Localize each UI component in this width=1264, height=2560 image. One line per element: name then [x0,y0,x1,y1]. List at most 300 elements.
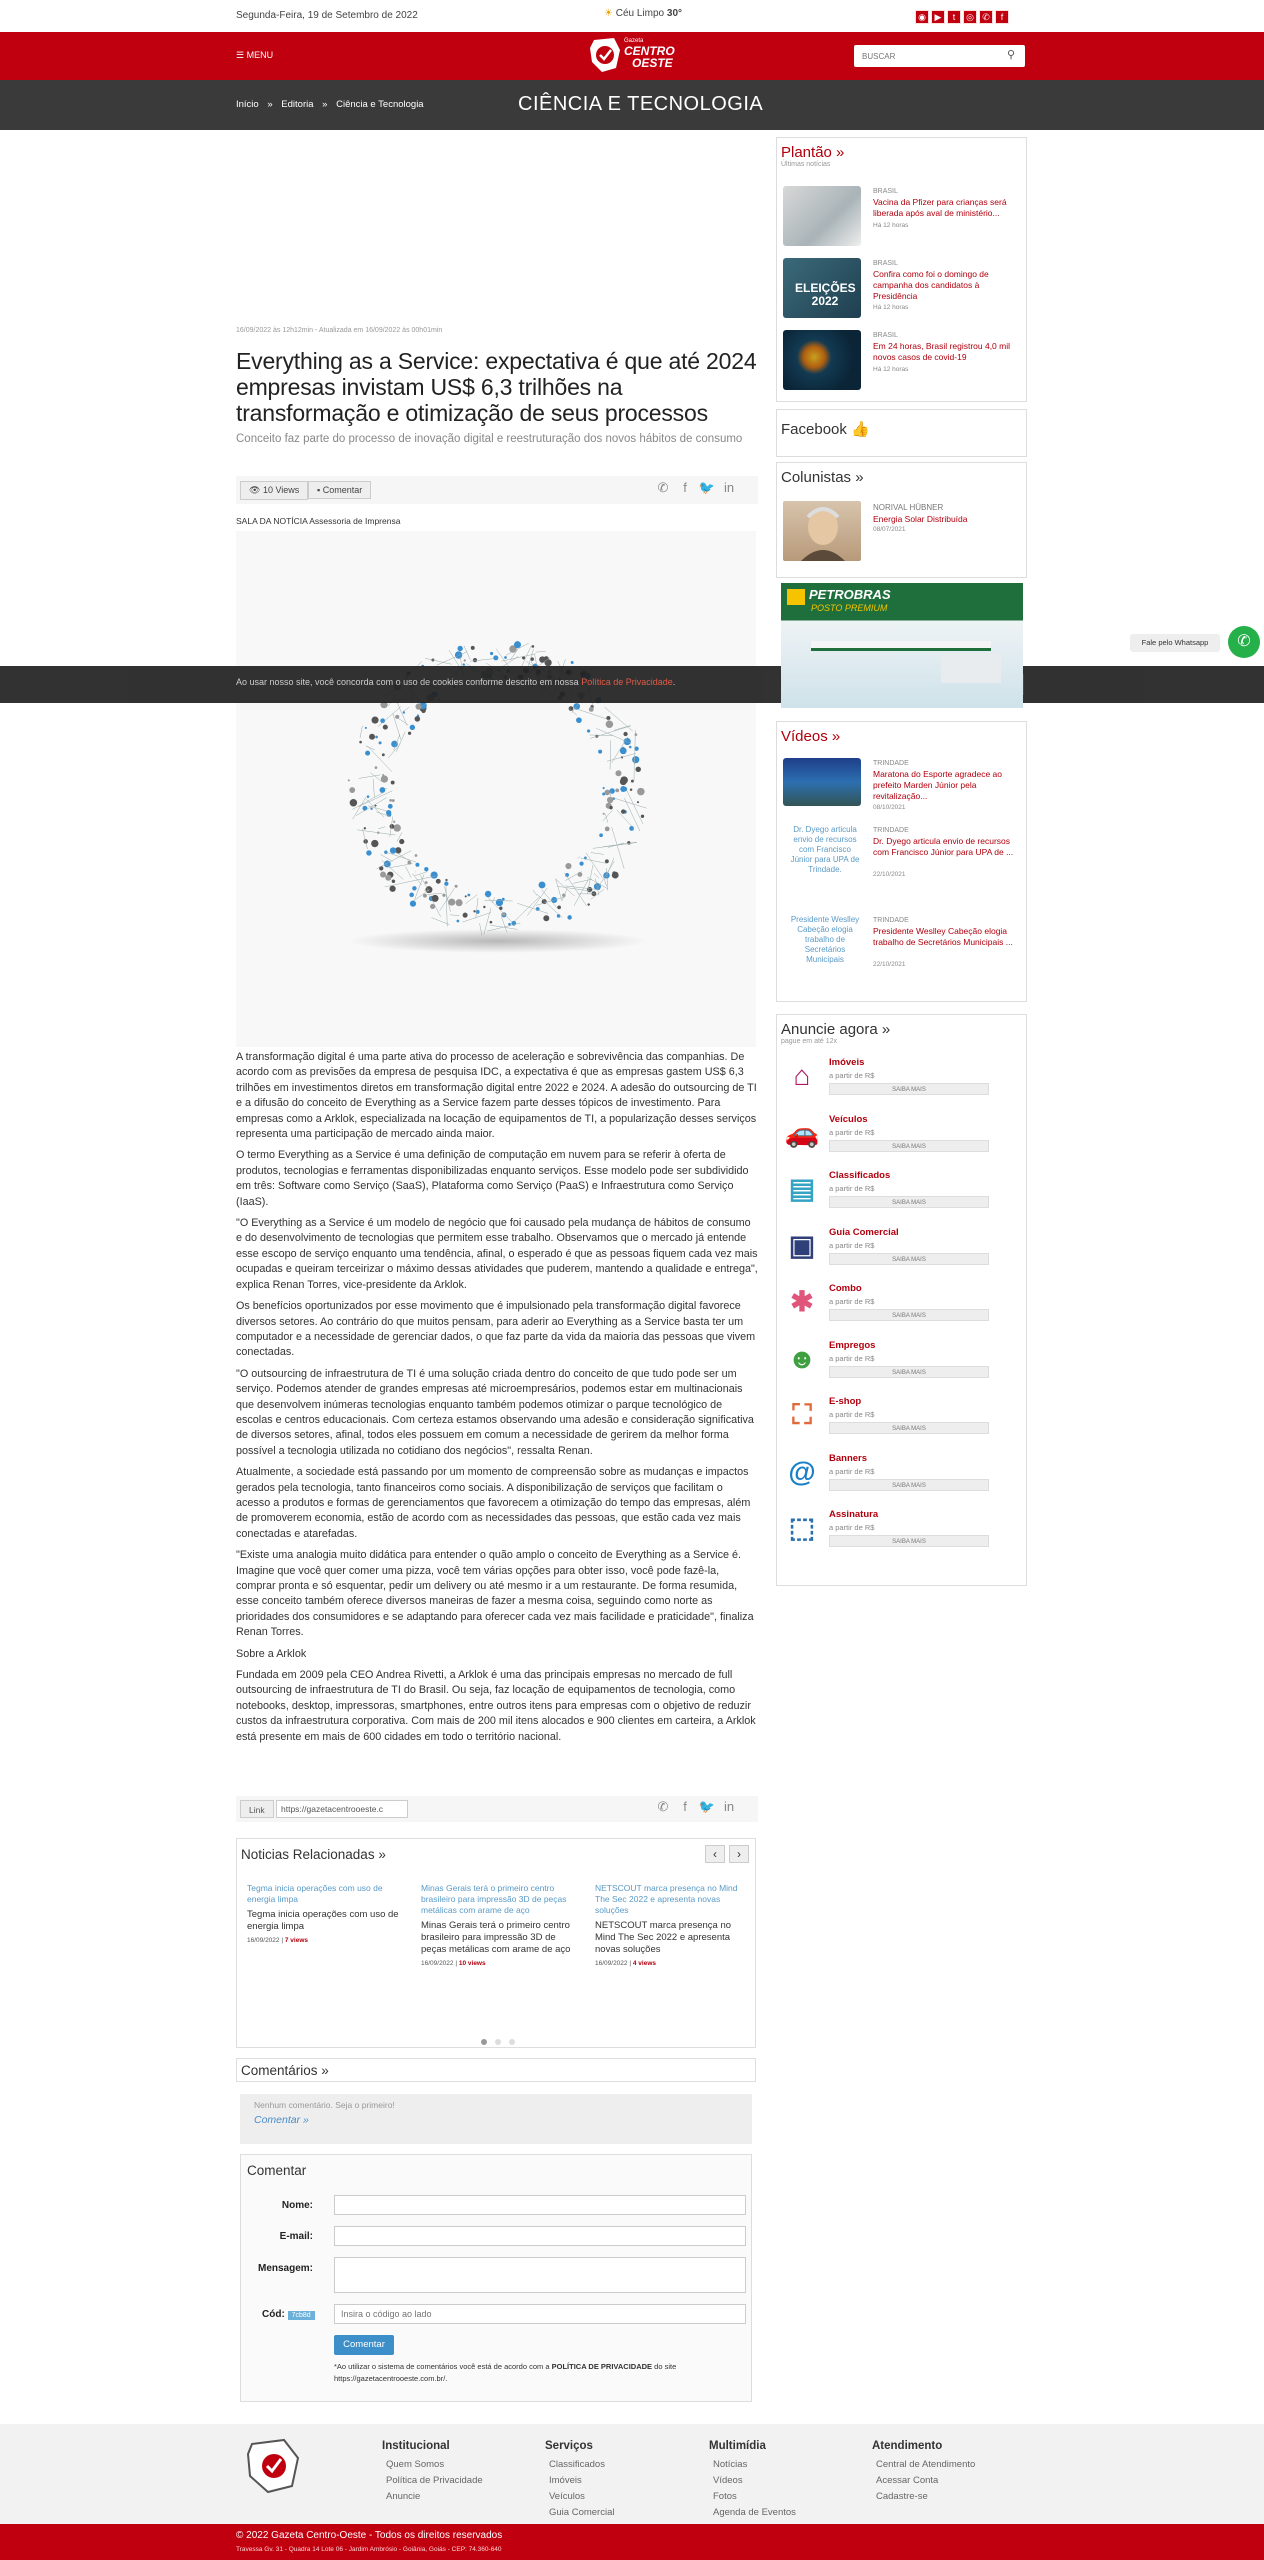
comment-form-title: Comentar [247,2163,307,2178]
network-node [384,861,391,868]
network-link [574,879,588,905]
video-item[interactable] [783,825,1019,890]
comment-button[interactable] [308,481,371,499]
whatsapp-float-button[interactable] [1228,626,1260,658]
network-node [579,862,583,866]
network-node [532,645,535,648]
network-node [631,780,634,783]
network-node [403,711,405,713]
video-category: TRINDADE [873,827,909,834]
video-item[interactable] [783,758,1019,823]
network-link [370,772,381,781]
article-paragraph: "Existe uma analogia muito didática para entender o quão amplo o conceito de Everything as a Service é. Imagine que você quer comer uma pizza, você tem várias opções para obter isso, você pode fazê-la, comprar pronta e só esquentar, pedir um delivery ou até mesmo ir a um restaurante. De forma resumida, esse conceito também oferece diversos maneiras de fazer a mesma coisa, seguindo como norte as prioridades dos consumidores e se adaptando para oferecer cada vez mais facilidade e praticidade", finaliza Renan Torres. [236,1549,754,1639]
network-link [414,889,430,900]
footer-col-title: Serviços [545,2440,593,2452]
share-whatsapp-icon[interactable]: ✆ [657,480,669,495]
network-node [372,717,379,724]
network-node [348,779,350,781]
network-link [396,717,408,725]
video-image-alt: Presidente Weslley Cabeção elogia trabalho de Secretários Municipais [790,915,860,964]
anuncie-sub: pague em até 12x [781,1038,838,1045]
footer-link[interactable]: Agenda de Eventos [713,2507,796,2518]
network-link [586,853,603,878]
saiba-mais-button[interactable]: SAIBA MAIS [829,1309,989,1321]
share-twitter-icon[interactable]: 🐦 [698,1799,716,1814]
network-node [612,872,619,879]
network-node [457,920,460,923]
footer-col-multimidia [709,2440,859,2523]
footer-link[interactable]: Imóveis [549,2475,582,2486]
ad-category-title: Classificados [829,1170,891,1181]
article-source [236,516,400,526]
network-link [380,854,392,861]
saiba-mais-button[interactable]: SAIBA MAIS [829,1535,989,1547]
network-link [385,788,387,789]
network-node [444,882,448,886]
whatsapp-icon: ✆ [1237,633,1251,650]
cookie-banner [0,666,1264,703]
main-nav-bar [0,32,1264,80]
network-node [603,813,605,815]
network-node [380,872,386,878]
network-node [471,646,475,650]
plantao-item[interactable] [783,258,1019,323]
views-text: 10 Views [262,485,300,495]
network-node [615,770,621,776]
network-link [517,903,548,913]
network-node [456,899,463,906]
video-title: Maratona do Esporte agradece ao prefeito Marden Júnior pela revitalização... [873,769,1003,801]
network-link [360,726,362,738]
share-facebook-icon[interactable]: f [683,480,687,495]
network-link [578,857,581,859]
terms-link[interactable]: POLÍTICA DE PRIVACIDADE [551,2362,653,2371]
network-node [467,894,470,897]
network-node [571,661,574,664]
footer-link[interactable]: Quem Somos [386,2459,445,2470]
news-category: BRASIL [873,260,898,267]
section-bar [0,80,1264,130]
network-node [543,915,549,921]
network-node [636,767,641,772]
related-next-button[interactable] [729,1845,749,1863]
saiba-mais-button[interactable]: SAIBA MAIS [829,1253,989,1265]
station-building [941,653,1001,683]
station-canopy [811,641,991,651]
network-node [609,806,613,810]
comment-btn-label: Comentar [322,485,363,495]
logo-line-2: OESTE [632,56,673,70]
video-category: TRINDADE [873,917,909,924]
columnist-avatar [783,501,861,561]
related-news [236,1838,756,2048]
saiba-mais-button[interactable]: SAIBA MAIS [829,1083,989,1095]
network-link [425,658,451,664]
network-node [637,801,639,803]
ad-category-title: Empregos [829,1339,876,1351]
share-icons-bottom [650,1799,738,1817]
message-field[interactable] [334,2257,746,2293]
network-node [385,875,391,881]
saiba-mais-button[interactable]: SAIBA MAIS [829,1196,989,1208]
network-node [366,850,371,855]
network-node [423,894,427,898]
vaccine-thumb [783,186,861,246]
ad-category-title: E-shop [829,1396,862,1407]
share-linkedin-icon[interactable]: in [723,1799,735,1814]
related-item-title: NETSCOUT marca presença no Mind The Sec 2022 e apresenta novas soluções [595,1920,732,1955]
terms-prefix: *Ao utilizar o sistema de comentários você está de acordo com a [334,2362,550,2371]
video-date: 22/10/2021 [873,871,906,878]
ad-category-row[interactable] [783,1394,1015,1449]
related-item[interactable]: NETSCOUT marca presença no Mind The Sec 2022 e apresenta novas soluções NETSCOUT marca presença no Mind The Sec 2022 e apresenta novas soluções 16/09/2022 | 4 views [595,1883,747,1967]
network-node [623,732,627,736]
whatsapp-label[interactable]: Fale pelo Whatsapp [1130,634,1220,652]
link-share-bar [236,1796,758,1822]
comment-submit-button[interactable]: Comentar [334,2335,394,2355]
network-node [410,725,415,730]
article-body [236,1050,758,1751]
logo-line-1: CENTRO [624,44,675,58]
related-image-alt: NETSCOUT marca presença no Mind The Sec 2022 e apresenta novas soluções [595,1883,738,1915]
article-paragraph: "O outsourcing de infraestrutura de TI é uma solução criada dentro do conceito de que tudo pode ser um serviço. Podemos atender de grandes empresas até microempresários, podemos estar em multinacionais que desenvolvem inúmeras tecnologias enquanto também podemos otimizar o parque tecnológico de escolas e centros educacionais. Com certeza estamos observando uma adesão e consideração significativa de diversos setores, afinal, todos eles possuem em comum a necessidade de gerirem da melhor forma possível a tecnologia utilizada no cotidiano dos negócios", ressalta Renan. [236,1367,754,1457]
breadcrumb-home[interactable]: Início [236,99,259,110]
network-node [615,788,619,792]
search-icon[interactable]: ⚲ [1007,49,1016,61]
network-link [603,842,637,847]
ad-category-price: a partir de R$ [829,1353,875,1363]
video-title: Presidente Weslley Cabeção elogia trabalho de Secretários Municipais ... [873,926,1013,947]
ad-category-price: a partir de R$ [829,1523,875,1532]
network-node [382,753,385,756]
source-sub: Assessoria de Imprensa [309,516,401,526]
cookie-text: Ao usar nosso site, você concorda com o uso de cookies conforme descrito em nossa [236,677,579,687]
article-image [236,531,756,1047]
breadcrumb-section[interactable]: Ciência e Tecnologia [336,99,424,110]
comments-empty [240,2094,752,2144]
network-node [599,833,603,837]
network-link [357,830,395,835]
network-node [630,788,632,790]
network-node [455,651,462,658]
related-item[interactable]: Tegma inicia operações com uso de energia limpa Tegma inicia operações com uso de energia limpa 16/09/2022 | 7 views [247,1883,407,1944]
article-paragraph: Fundada em 2009 pela CEO Andrea Rivetti, a Arklok é uma das principais empresas no mercado de full outsourcing de infraestrutura de TI do Brasil. Ou seja, faz locação de equipamentos de tecnologia, como notebooks, desktop, impressoras, smartphones, entre outros itens para empresas com o objetivo de reduzir custos da infraestrutura corporativa. Com mais de 200 mil itens alocados e 900 clientes em carteira, a Arklok está presente em mais de 600 cidades em todo o território nacional. [236,1669,756,1743]
email-field[interactable] [334,2226,746,2246]
network-ring-graphic [236,531,756,1047]
saiba-mais-button[interactable]: SAIBA MAIS [829,1422,989,1434]
news-time: Há 12 horas [873,304,909,311]
footer-link[interactable]: Anuncie [386,2491,421,2502]
network-node [424,867,428,871]
comments-title: Comentários » [241,2063,329,2078]
network-link [466,895,478,904]
network-node [436,879,441,884]
footer-col-title: Atendimento [872,2440,943,2452]
network-link [607,753,636,761]
network-link [450,915,460,916]
footer-link[interactable]: Fotos [713,2491,737,2502]
facebook-widget [776,409,1027,457]
breadcrumb-editoria[interactable]: Editoria [281,99,314,110]
network-node [603,787,605,789]
code-label-wrap [262,2309,315,2320]
footer-link[interactable]: Cadastre-se [876,2491,928,2502]
network-node [392,799,395,802]
ad-category-title: Guia Comercial [829,1226,899,1238]
thumbs-up-icon: 👍 [851,421,870,438]
related-item[interactable]: Minas Gerais terá o primeiro centro brasileiro para impressão 3D de peças metálicas com arame de aço Minas Gerais terá o primeiro centro brasileiro para impressão 3D de peças metálicas com arame de aço 16/09/2022 | 10 views [421,1883,581,1967]
network-node [605,859,609,863]
ad-category-row[interactable] [783,1055,1015,1110]
network-node [410,901,416,907]
network-node [388,804,393,809]
saiba-mais-button[interactable]: SAIBA MAIS [829,1140,989,1152]
saiba-mais-button[interactable]: SAIBA MAIS [829,1479,989,1491]
plantao-item[interactable] [783,186,1019,251]
ad-category-price: a partir de R$ [829,1466,875,1476]
network-node [393,821,395,823]
network-link [363,829,368,849]
ad-category-row[interactable] [783,1225,1015,1280]
network-link [373,779,374,797]
video-thumb [783,758,861,806]
weather-text: Céu Limpo [615,8,665,19]
facebook-title: Facebook [781,421,847,438]
hamburger-icon: ☰ [236,50,245,60]
br-logo-icon [787,589,805,605]
network-link [573,879,592,883]
ad-category-title: Imóveis [829,1057,865,1068]
network-node [587,903,589,905]
plantao-title[interactable]: Plantão » [781,144,845,161]
carousel-dots [477,2033,519,2048]
network-link [607,868,608,890]
plantao-sub: Últimas notícias [781,161,831,168]
footer-col-title: Multimídia [709,2440,766,2452]
network-node [584,856,587,859]
comments-cta-link[interactable]: Comentar » [254,2114,309,2126]
share-facebook-icon[interactable]: f [683,1799,687,1814]
network-node [632,756,639,763]
copyright: © 2022 Gazeta Centro-Oeste - Todos os direitos reservados [236,2530,503,2541]
ad-category-row[interactable] [783,1168,1015,1223]
columnist-photo[interactable] [783,501,861,561]
network-node [605,826,610,831]
network-node [604,790,610,796]
network-node [465,895,467,897]
ad-category-row[interactable] [783,1112,1015,1167]
network-node [383,725,388,730]
videos-title[interactable]: Vídeos » [781,728,841,745]
plantao-item[interactable] [783,330,1019,395]
news-category: BRASIL [873,332,898,339]
thumb-text: ELEIÇÕES 2022 [795,281,856,308]
menu-button[interactable] [236,50,273,61]
eye-icon: 👁 [249,485,261,495]
network-link [403,707,409,711]
network-node [539,881,546,888]
menu-label: MENU [246,50,274,60]
petrobras-ad[interactable] [781,583,1023,708]
terms-suffix: do site https://gazetacentrooeste.com.br/. [334,2362,677,2383]
footer-link[interactable]: Acessar Conta [876,2475,939,2486]
chevron-left-icon: ‹ [713,1847,717,1861]
footer-link[interactable]: Política de Privacidade [386,2475,483,2486]
saiba-mais-button[interactable]: SAIBA MAIS [829,1366,989,1378]
video-item[interactable] [783,915,1019,980]
network-node [565,863,571,869]
ad-category-row[interactable] [783,1451,1015,1506]
footer-link[interactable]: Vídeos [713,2475,743,2486]
share-linkedin-icon[interactable]: in [723,480,735,495]
captcha-input[interactable] [334,2304,746,2324]
related-item-title: Minas Gerais terá o primeiro centro brasileiro para impressão 3D de peças metálicas com arame de aço [421,1920,571,1955]
footer-link[interactable]: Veículos [549,2491,585,2502]
network-node [508,923,511,926]
article-paragraph: Sobre a Arklok [236,1647,307,1660]
network-node [463,913,468,918]
network-link [427,893,442,894]
ad-category-price: a partir de R$ [829,1071,875,1080]
news-time: Há 12 horas [873,366,909,373]
ad-category-title: Combo [829,1283,862,1294]
colunistas-widget [776,462,1027,578]
network-node [365,727,367,729]
footer-link[interactable]: Central de Atendimento [876,2459,976,2470]
instagram-icon[interactable]: ◎ [963,10,977,24]
source-name: SALA DA NOTÍCIA [236,516,308,526]
chevron-right-icon: › [737,1847,741,1861]
share-twitter-icon[interactable]: 🐦 [698,480,716,495]
network-node [408,732,411,735]
network-link [437,652,468,666]
network-node [620,776,627,783]
network-node [431,871,438,878]
ad-category-title: Banners [829,1452,868,1464]
network-node [415,716,421,722]
share-whatsapp-icon[interactable]: ✆ [657,1799,669,1814]
network-node [370,808,372,810]
breadcrumb-sep: » [267,99,273,110]
ad-category-row[interactable] [783,1338,1015,1393]
video-category: TRINDADE [873,760,909,767]
article-paragraph: A transformação digital é uma parte ativa do processo de aceleração e sobrevivência das companhias. De acordo com as previsões da empresa de pesquisa IDC, a expectativa é que as empresas gastem US$ 6,3 trilhões em investimentos diretos em transformação digital entre 2022 e 2024. A adesão do outsourcing de TI e a difusão do conceito de Everything as a Service fazem parte desses tópicos de investimento. Para empresas como a Arklok, especializada na locação de equipamentos de TI, a popularização desses serviços representa uma participação de mercado ainda maior. [236,1051,757,1141]
twitter-icon[interactable]: t [947,10,961,24]
related-item-date: 16/09/2022 [421,1960,454,1967]
car-icon: 🚗 [784,1116,820,1148]
at-icon: @ [788,1455,816,1487]
search-input[interactable] [854,45,1002,67]
related-title: Noticias Relacionadas » [241,1847,386,1862]
footer-logo-icon[interactable] [244,2436,302,2494]
network-link [581,858,608,863]
ad-category-row[interactable] [783,1281,1015,1336]
columnist-article[interactable]: Energia Solar Distribuída [873,514,968,524]
network-node [390,847,396,853]
network-node [375,766,378,769]
ad-category-title: Veículos [829,1113,868,1125]
footer-col-atendimento [872,2440,1022,2507]
ad-category-row[interactable] [783,1507,1015,1562]
footer-link[interactable]: Guia Comercial [549,2507,615,2518]
network-node [365,751,370,756]
email-label: E-mail: [279,2231,313,2242]
facebook-icon[interactable]: f [995,10,1009,24]
youtube-icon[interactable]: ▶ [931,10,945,24]
section-title: CIÊNCIA E TECNOLOGIA [518,93,764,115]
network-node [399,839,404,844]
video-image-alt: Dr. Dyego articula envio de recursos com Francisco Júnior para UPA de Trindade. [790,825,860,874]
related-prev-button[interactable] [705,1845,725,1863]
captcha-code: 7cb8d [288,2311,315,2320]
network-node [576,717,582,723]
rss-icon[interactable]: ◉ [915,10,929,24]
footer-link[interactable]: Classificados [549,2459,605,2470]
logo-map-icon [588,36,622,74]
network-node [390,824,395,829]
covid-thumb [783,330,861,390]
network-node [371,840,378,847]
network-node [445,879,447,881]
network-link [414,872,427,876]
name-field[interactable] [334,2195,746,2215]
related-item-date: 16/09/2022 [247,1937,280,1944]
site-logo[interactable] [588,36,684,74]
anuncie-title[interactable]: Anuncie agora » [781,1021,891,1038]
footer-bottom-bar [0,2524,1264,2560]
footer-link[interactable]: Notícias [713,2459,748,2470]
network-node [415,703,421,709]
guide-icon: ▣ [788,1229,816,1261]
network-node [637,788,645,796]
cookie-policy-link[interactable]: Política de Privacidade [581,677,673,687]
network-node [379,866,383,870]
breadcrumb [236,99,424,110]
footer-col-servicos [545,2440,695,2523]
weather-temp: 30° [666,8,683,19]
network-node [609,788,614,793]
link-input[interactable] [276,1800,408,1818]
colunistas-title[interactable]: Colunistas » [781,469,864,486]
footer-address: Travessa Gv. 31 - Quadra 14 Lote 06 - Jardim Ambrósio - Goiânia, Goiás - CEP: 74.360-640 [236,2546,502,2553]
network-node [455,885,458,888]
network-node [415,863,419,867]
carousel-dot[interactable] [509,2039,515,2045]
network-node [483,906,485,908]
article-paragraph: Atualmente, a sociedade está passando por um momento de compreensão sobre as mudanças e impactos gerados pela tecnologia, tanto financeiros como sociais. A disponibilização de serviços que facilitam o acesso a produtos e formas de gerenciamentos que favorecem a otimização do tempo das empresas, além de promoverem economia, estão de acordo com as necessidades das pessoas, que estão cada vez mais conectadas e atarefadas. [236,1466,751,1540]
network-node [589,707,594,712]
related-item-views: 10 views [458,1960,486,1967]
network-link [610,740,611,769]
network-node [473,910,475,912]
network-node [392,880,396,884]
network-link [431,918,449,925]
whatsapp-icon[interactable]: ✆ [979,10,993,24]
network-link [406,867,412,878]
network-node [577,872,582,877]
network-node [386,810,391,815]
columnist-date: 08/07/2021 [873,526,906,533]
network-link [446,887,447,927]
network-link [378,827,385,829]
video-title: Dr. Dyego articula envio de recursos com Francisco Júnior para UPA de ... [873,836,1014,857]
network-node [350,799,357,806]
carousel-dot-active[interactable] [481,2039,487,2045]
network-node [557,914,561,918]
carousel-dot[interactable] [495,2039,501,2045]
network-node [389,886,395,892]
network-node [415,854,418,857]
